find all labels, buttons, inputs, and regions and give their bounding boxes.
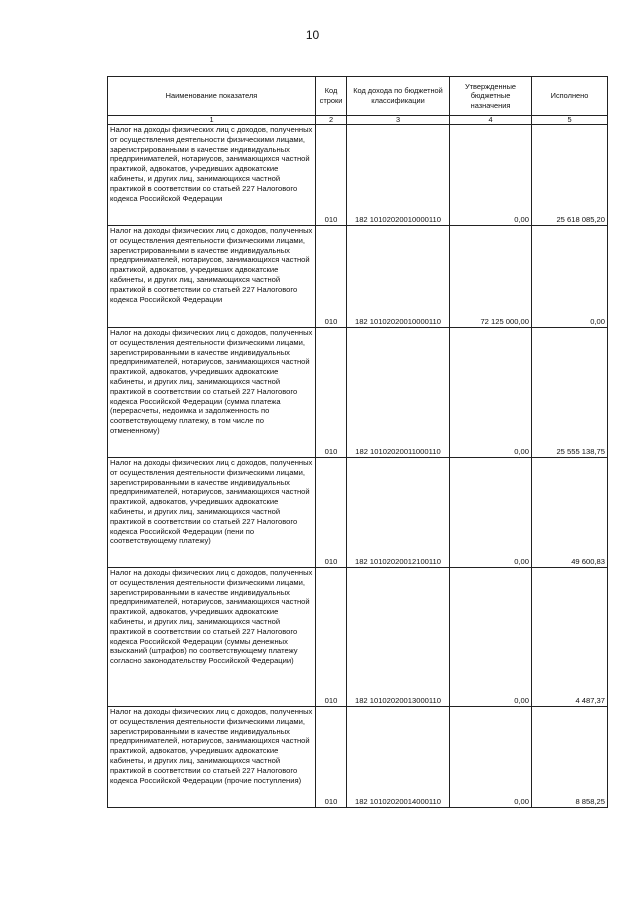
column-number: 1: [108, 116, 316, 125]
row-budget-code: 182 10102020012100110: [347, 458, 450, 568]
row-line-code: 010: [316, 328, 347, 458]
row-approved-amount: 0,00: [450, 568, 532, 707]
row-line-code: 010: [316, 125, 347, 226]
row-line-code: 010: [316, 707, 347, 808]
page-number: 10: [305, 28, 320, 42]
row-approved-amount: 0,00: [450, 458, 532, 568]
column-number: 4: [450, 116, 532, 125]
table-header-row: [108, 77, 608, 116]
table-row: [108, 458, 608, 568]
table-row: [108, 568, 608, 707]
row-indicator-name: Налог на доходы физических лиц с доходов, полученных от осуществления деятельности физическими лицами, зарегистрированными в качестве индивидуальных предпринимателей, нотариусов, занимающихся частной практикой, адвокатов, учредивших адвокатские кабинеты, и других лиц, занимающихся частной практикой в соответствии со статьей 227 Налогового кодекса Российской Федерации: [108, 226, 316, 328]
row-budget-code: 182 10102020011000110: [347, 328, 450, 458]
table-row: [108, 125, 608, 226]
row-executed-amount: 49 600,83: [532, 458, 608, 568]
row-executed-amount: 25 555 138,75: [532, 328, 608, 458]
row-approved-amount: 0,00: [450, 707, 532, 808]
column-number: 5: [532, 116, 608, 125]
row-approved-amount: 72 125 000,00: [450, 226, 532, 328]
header-executed: Исполнено: [532, 77, 608, 116]
row-budget-code: 182 10102020014000110: [347, 707, 450, 808]
header-approved: Утвержденные бюджетные назначения: [450, 77, 532, 116]
row-budget-code: 182 10102020013000110: [347, 568, 450, 707]
column-number-row: [108, 116, 608, 125]
revenue-report-table: [107, 76, 608, 808]
row-executed-amount: 25 618 085,20: [532, 125, 608, 226]
row-executed-amount: 8 858,25: [532, 707, 608, 808]
column-number: 2: [316, 116, 347, 125]
row-indicator-name: Налог на доходы физических лиц с доходов, полученных от осуществления деятельности физическими лицами, зарегистрированными в качестве индивидуальных предпринимателей, нотариусов, занимающихся частной практикой, адвокатов, учредивших адвокатские кабинеты, и других лиц, занимающихся частной практикой в соответствии со статьей 227 Налогового кодекса Российской Федерации (суммы денежных взысканий (штрафов) по соответствующему платежу согласно законодательству Российской Федерации): [108, 568, 316, 707]
row-indicator-name: Налог на доходы физических лиц с доходов, полученных от осуществления деятельности физическими лицами, зарегистрированными в качестве индивидуальных предпринимателей, нотариусов, занимающихся частной практикой, адвокатов, учредивших адвокатские кабинеты, и других лиц, занимающихся частной практикой в соответствии со статьей 227 Налогового кодекса Российской Федерации (сумма платежа (перерасчеты, недоимка и задолженность по соответствующему платежу, в том числе по отмененному): [108, 328, 316, 458]
row-indicator-name: Налог на доходы физических лиц с доходов, полученных от осуществления деятельности физическими лицами, зарегистрированными в качестве индивидуальных предпринимателей, нотариусов, занимающихся частной практикой, адвокатов, учредивших адвокатские кабинеты, и других лиц, занимающихся частной практикой в соответствии со статьей 227 Налогового кодекса Российской Федерации (пени по соответствующему платежу): [108, 458, 316, 568]
row-budget-code: 182 10102020010000110: [347, 226, 450, 328]
row-indicator-name: Налог на доходы физических лиц с доходов, полученных от осуществления деятельности физическими лицами, зарегистрированными в качестве индивидуальных предпринимателей, нотариусов, занимающихся частной практикой, адвокатов, учредивших адвокатские кабинеты, и других лиц, занимающихся частной практикой в соответствии со статьей 227 Налогового кодекса Российской Федерации (прочие поступления): [108, 707, 316, 808]
header-indicator-name: Наименование показателя: [108, 77, 316, 116]
table-row: [108, 328, 608, 458]
row-budget-code: 182 10102020010000110: [347, 125, 450, 226]
row-approved-amount: 0,00: [450, 125, 532, 226]
row-indicator-name: Налог на доходы физических лиц с доходов, полученных от осуществления деятельности физическими лицами, зарегистрированными в качестве индивидуальных предпринимателей, нотариусов, занимающихся частной практикой, адвокатов, учредивших адвокатские кабинеты, и других лиц, занимающихся частной практикой в соответствии со статьей 227 Налогового кодекса Российской Федерации: [108, 125, 316, 226]
row-line-code: 010: [316, 568, 347, 707]
row-approved-amount: 0,00: [450, 328, 532, 458]
row-line-code: 010: [316, 458, 347, 568]
row-line-code: 010: [316, 226, 347, 328]
header-budget-code: Код дохода по бюджетной классификации: [347, 77, 450, 116]
column-number: 3: [347, 116, 450, 125]
row-executed-amount: 4 487,37: [532, 568, 608, 707]
row-executed-amount: 0,00: [532, 226, 608, 328]
table-row: [108, 707, 608, 808]
header-line-code: Код строки: [316, 77, 347, 116]
table-row: [108, 226, 608, 328]
